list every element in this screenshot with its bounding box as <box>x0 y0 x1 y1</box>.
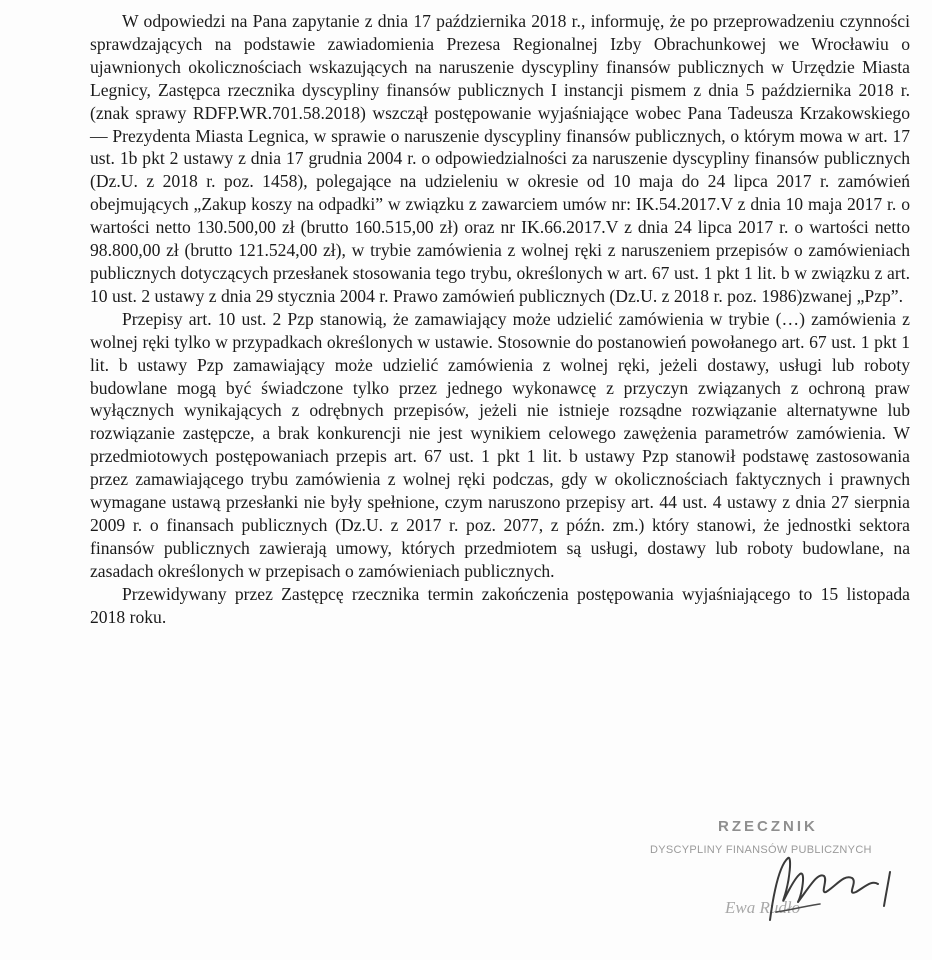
stamp-name: Ewa Rudło <box>725 898 801 917</box>
stamp-subtitle: DYSCYPLINY FINANSÓW PUBLICZNYCH <box>650 844 872 856</box>
paragraph-3: Przewidywany przez Zastępcę rzecznika termin zakończenia postępowania wyjaśniającego to 15 listopada 2018 roku. <box>90 583 910 627</box>
signature-stamp <box>640 808 920 948</box>
letter-body <box>90 10 910 628</box>
handwritten-signature <box>740 850 910 930</box>
paragraph-2: Przepisy art. 10 ust. 2 Pzp stanowią, że zamawiający może udzielić zamówienia w trybie (…) zamówienia z wolnej ręki tylko w przypadkach określonych w ustawie. Stosownie do postanowień powołanego art. 67 ust. 1 pkt 1 lit. b ustawy Pzp zamawiający może udzielić zamówienia z wolnej ręki, jeżeli dostawy, usługi lub roboty budowlane mogą być świadczone tylko przez jednego wykonawcę z przyczyn związanych z ochroną praw wyłącznych wynikających z odrębnych przepisów, jeżeli nie istnieje rozsądne rozwiązanie alternatywne lub rozwiązanie zastępcze, a brak konkurencji nie jest wynikiem celowego zawężenia parametrów zamówienia. W przedmiotowych postępowaniach przepis art. 67 ust. 1 pkt 1 lit. b ustawy Pzp stanowił podstawę zastosowania przez zamawiającego trybu zamówienia z wolnej ręki podczas, gdy w okolicznościach faktycznych i prawnych wymagane ustawą przesłanki nie były spełnione, czym naruszono przepisy art. 44 ust. 4 ustawy z dnia 27 sierpnia 2009 r. o finansach publicznych (Dz.U. z 2017 r. poz. 2077, z późn. zm.) który stanowi, że jednostki sektora finansów publicznych zawierają umowy, których przedmiotem są usługi, dostawy lub roboty budowlane, na zasadach określonych w przepisach o zamówieniach publicznych. <box>90 308 910 581</box>
stamp-title: RZECZNIK <box>718 818 818 835</box>
paragraph-1: W odpowiedzi na Pana zapytanie z dnia 17 października 2018 r., informuję, że po przeprowadzeniu czynności sprawdzających na podstawie zawiadomienia Prezesa Regionalnej Izby Obrachunkowej we Wrocławiu o ujawnionych okolicznościach wskazujących na naruszenie dyscypliny finansów publicznych w Urzędzie Miasta Legnicy, Zastępca rzecznika dyscypliny finansów publicznych I instancji pismem z dnia 5 października 2018 r. (znak sprawy RDFP.WR.701.58.2018) wszczął postępowanie wyjaśniające wobec Pana Tadeusza Krzakowskiego — Prezydenta Miasta Legnica, w sprawie o naruszenie dyscypliny finansów publicznych, o którym mowa w art. 17 ust. 1b pkt 2 ustawy z dnia 17 grudnia 2004 r. o odpowiedzialności za naruszenie dyscypliny finansów publicznych (Dz.U. z 2018 r. poz. 1458), polegające na udzieleniu w okresie od 10 maja do 24 lipca 2017 r. zamówień obejmujących „Zakup koszy na odpadki” w związku z zawarciem umów nr: IK.54.2017.V z dnia 10 maja 2017 r. o wartości netto 130.500,00 zł (brutto 160.515,00 zł) oraz nr IK.66.2017.V z dnia 24 lipca 2017 r. o wartości netto 98.800,00 zł (brutto 121.524,00 zł), w trybie zamówienia z wolnej ręki z naruszeniem przepisów o zamówieniach publicznych dotyczących przesłanek stosowania tego trybu, określonych w art. 67 ust. 1 pkt 1 lit. b w związku z art. 10 ust. 2 ustawy z dnia 29 stycznia 2004 r. Prawo zamówień publicznych (Dz.U. z 2018 r. poz. 1986)zwanej „Pzp”. <box>90 11 910 306</box>
